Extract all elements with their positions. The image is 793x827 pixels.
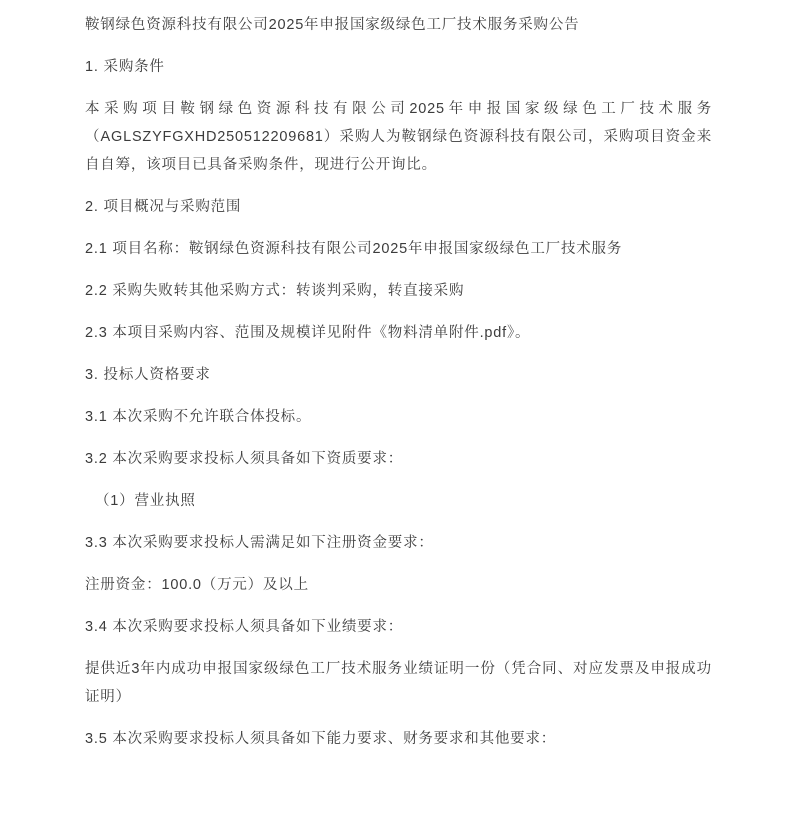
heading-project-overview: 2. 项目概况与采购范围 (85, 199, 242, 215)
paragraph-qualification-requirements: 3.2 本次采购要求投标人须具备如下资质要求： (85, 451, 404, 467)
paragraph-no-consortium-bidding: 3.1 本次采购不允许联合体投标。 (85, 409, 312, 425)
paragraph-business-license: （1）营业执照 (95, 493, 196, 509)
document-title: 鞍钢绿色资源科技有限公司2025年申报国家级绿色工厂技术服务采购公告 (85, 17, 580, 33)
paragraph-registered-capital-value: 注册资金：100.0（万元）及以上 (85, 577, 309, 593)
heading-procurement-conditions: 1. 采购条件 (85, 59, 165, 75)
paragraph-procurement-conditions: 本采购项目鞍钢绿色资源科技有限公司2025年申报国家级绿色工厂技术服务（AGLSZYFGXHD250512209681）采购人为鞍钢绿色资源科技有限公司，采购项目资金来自自筹，该项目已具备采购条件，现进行公开询比。 (85, 101, 712, 173)
paragraph-performance-proof: 提供近3年内成功申报国家级绿色工厂技术服务业绩证明一份（凭合同、对应发票及申报成功证明） (85, 661, 712, 705)
paragraph-scope-attachment: 2.3 本项目采购内容、范围及规模详见附件《物料清单附件.pdf》。 (85, 325, 531, 341)
heading-bidder-qualifications: 3. 投标人资格要求 (85, 367, 211, 383)
paragraph-registered-capital-requirement: 3.3 本次采购要求投标人需满足如下注册资金要求： (85, 535, 434, 551)
paragraph-alternate-procurement-method: 2.2 采购失败转其他采购方式：转谈判采购，转直接采购 (85, 283, 465, 299)
paragraph-capability-requirements: 3.5 本次采购要求投标人须具备如下能力要求、财务要求和其他要求： (85, 731, 557, 747)
paragraph-project-name: 2.1 项目名称：鞍钢绿色资源科技有限公司2025年申报国家级绿色工厂技术服务 (85, 241, 623, 257)
paragraph-performance-requirement: 3.4 本次采购要求投标人须具备如下业绩要求： (85, 619, 404, 635)
